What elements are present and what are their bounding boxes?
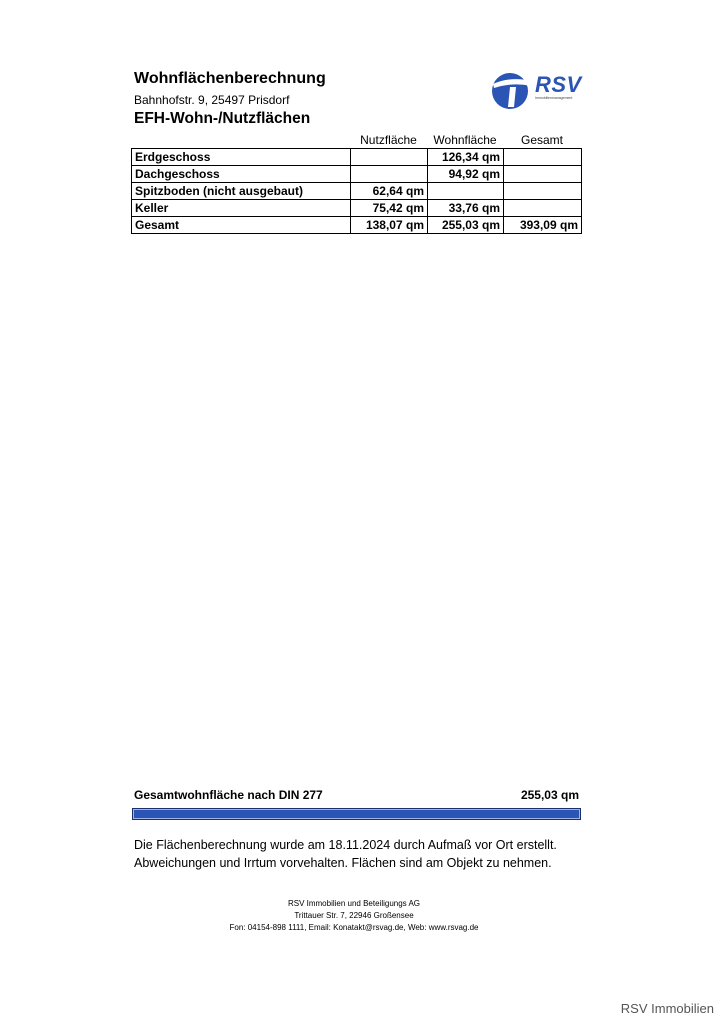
gesamt-cell (504, 200, 582, 217)
page-title: Wohnflächenberechnung (134, 70, 326, 87)
column-header-nutzflaeche: Nutzfläche (360, 133, 417, 147)
table-row (132, 183, 582, 200)
note-line-1: Die Flächenberechnung wurde am 18.11.2024 durch Aufmaß vor Ort erstellt. (134, 838, 557, 852)
wohnflaeche-cell: 94,92 qm (428, 166, 504, 183)
footer-company: RSV Immobilien und Beteiligungs AG (287, 899, 421, 908)
logo-tagline: Immobilienmanagement (535, 96, 573, 100)
nutzflaeche-cell (351, 149, 428, 166)
gesamt-cell (504, 149, 582, 166)
footer-street: Trittauer Str. 7, 22946 Großensee (294, 911, 414, 920)
nutzflaeche-cell: 62,64 qm (351, 183, 428, 200)
total-living-area-label: Gesamtwohnfläche nach DIN 277 (134, 788, 323, 802)
table-row (132, 200, 582, 217)
logo-text: RSV (535, 72, 582, 97)
gesamt-cell (504, 183, 582, 200)
total-divider-bar (132, 808, 581, 820)
row-label: Dachgeschoss (132, 166, 351, 183)
gesamt-cell: 393,09 qm (504, 217, 582, 234)
row-label: Spitzboden (nicht ausgebaut) (132, 183, 351, 200)
gesamt-cell (504, 166, 582, 183)
table-row (132, 149, 582, 166)
note-line-2: Abweichungen und Irrtum vorvehalten. Flächen sind am Objekt zu nehmen. (134, 856, 552, 870)
table-total-row (132, 217, 582, 234)
total-living-area-value: 255,03 qm (520, 788, 579, 802)
area-table (131, 148, 582, 234)
property-address: Bahnhofstr. 9, 25497 Prisdorf (134, 93, 290, 107)
page-subtitle: EFH-Wohn-/Nutzflächen (134, 110, 311, 127)
row-label: Keller (132, 200, 351, 217)
nutzflaeche-cell: 75,42 qm (351, 200, 428, 217)
wohnflaeche-cell: 255,03 qm (428, 217, 504, 234)
nutzflaeche-cell: 138,07 qm (351, 217, 428, 234)
footer-contact: Fon: 04154-898 1111, Email: Konatakt@rsvag.de, Web: www.rsvag.de (229, 923, 479, 932)
watermark-text: RSV Immobilien (620, 1001, 714, 1016)
wohnflaeche-cell: 33,76 qm (428, 200, 504, 217)
row-label: Gesamt (132, 217, 351, 234)
nutzflaeche-cell (351, 166, 428, 183)
column-header-gesamt: Gesamt (520, 133, 563, 147)
column-header-wohnflaeche: Wohnfläche (433, 133, 497, 147)
wohnflaeche-cell (428, 183, 504, 200)
table-row (132, 166, 582, 183)
wohnflaeche-cell: 126,34 qm (428, 149, 504, 166)
row-label: Erdgeschoss (132, 149, 351, 166)
